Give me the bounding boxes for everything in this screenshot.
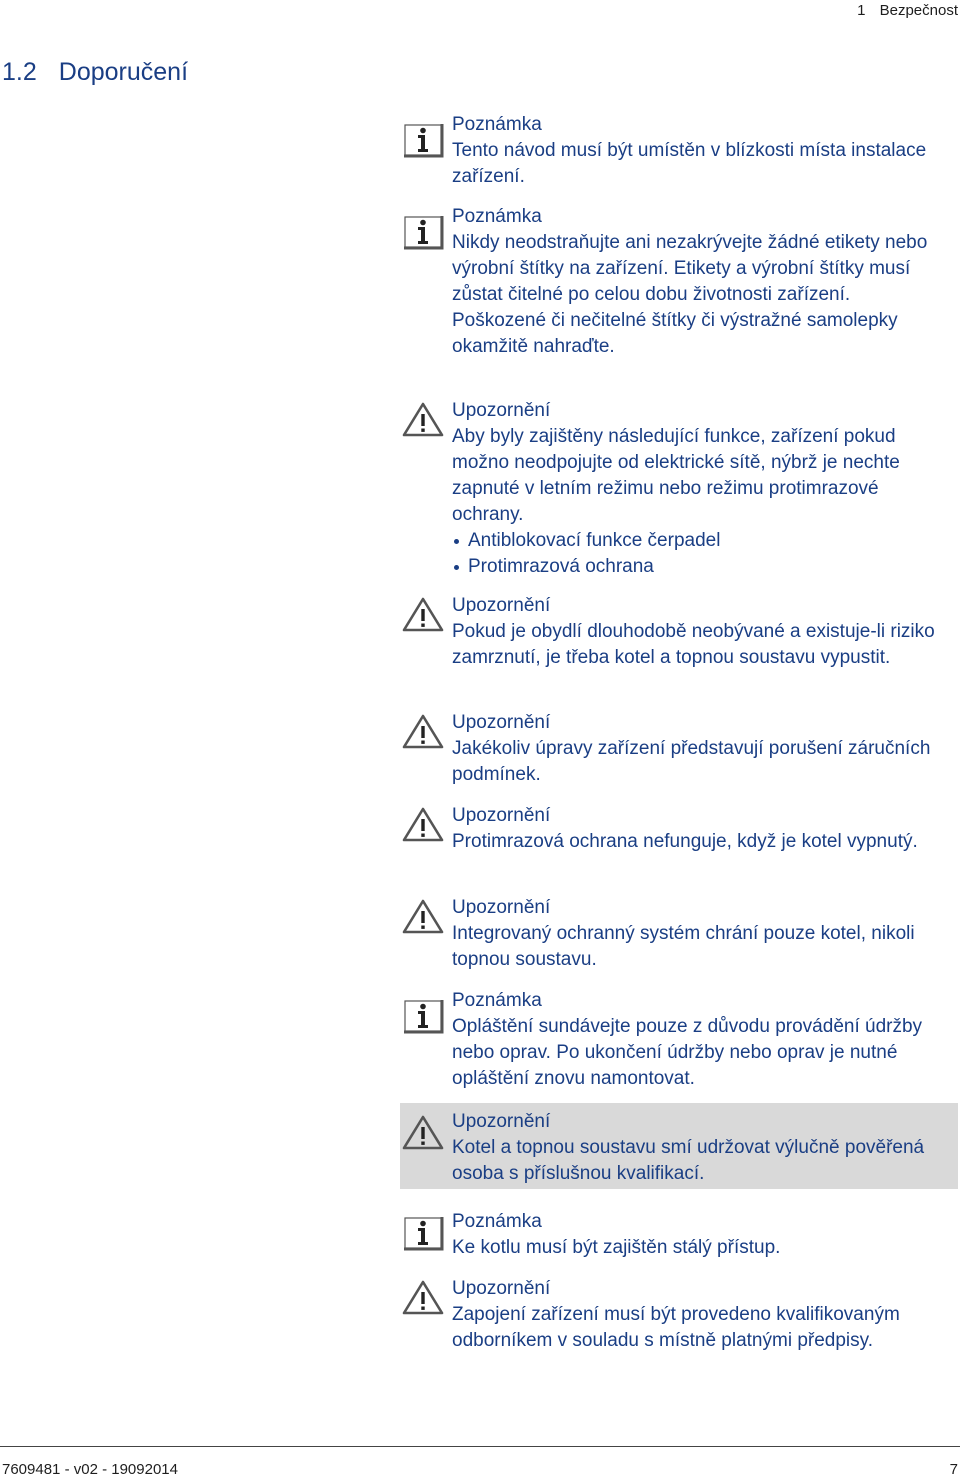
info-icon — [402, 120, 444, 158]
chapter-title: Bezpečnost — [879, 2, 958, 19]
notice-paragraph: Poškozené či nečitelné štítky či výstražné samolepky okamžitě nahraďte. — [452, 310, 898, 357]
notice-paragraph: Zapojení zařízení musí být provedeno kvalifikovaným odborníkem v souladu s místně platnými předpisy. — [452, 1304, 900, 1351]
notice-text — [452, 921, 952, 973]
notice-warning-highlighted — [400, 1103, 958, 1189]
notice-warning — [400, 398, 958, 578]
notice-label: Upozornění — [452, 805, 551, 826]
warning-triangle-icon — [402, 402, 444, 438]
notice-note — [400, 1209, 958, 1265]
notice-text — [452, 1302, 952, 1354]
notice-paragraph: Jakékoliv úpravy zařízení představují porušení záručních podmínek. — [452, 738, 931, 785]
bullet-item: Antiblokovací funkce čerpadel — [452, 528, 952, 554]
notice-warning — [400, 803, 958, 883]
warning-triangle-icon — [402, 1115, 444, 1151]
notice-label: Poznámka — [452, 1211, 542, 1232]
notice-paragraph: Kotel a topnou soustavu smí udržovat výlučně pověřená osoba s příslušnou kvalifikací. — [452, 1137, 925, 1184]
info-icon — [402, 1213, 444, 1251]
notice-warning — [400, 1276, 958, 1356]
info-icon — [402, 996, 444, 1034]
notice-label: Poznámka — [452, 206, 542, 227]
section-title — [2, 58, 188, 87]
notice-text — [452, 1014, 952, 1092]
notice-paragraph: Protimrazová ochrana nefunguje, když je kotel vypnutý. — [452, 831, 918, 852]
notice-text — [452, 1235, 952, 1261]
notice-note — [400, 988, 958, 1094]
notice-text — [452, 829, 952, 855]
notice-warning — [400, 710, 958, 790]
warning-triangle-icon — [402, 714, 444, 750]
notice-label: Poznámka — [452, 990, 542, 1011]
notice-warning — [400, 895, 958, 975]
notice-paragraph: Nikdy neodstraňujte ani nezakrývejte žádné etikety nebo výrobní štítky na zařízení. Etikety a výrobní štítky musí zůstat čitelné po celou dobu životnosti zařízení. — [452, 232, 928, 305]
warning-triangle-icon — [402, 807, 444, 843]
notice-label: Upozornění — [452, 897, 551, 918]
notice-paragraph: Ke kotlu musí být zajištěn stálý přístup. — [452, 1237, 781, 1258]
footer-doc-code: 7609481 - v02 - 19092014 — [2, 1461, 178, 1478]
notice-paragraph: Opláštění sundávejte pouze z důvodu provádění údržby nebo oprav. Po ukončení údržby nebo oprav je nutné opláštění znovu namontovat. — [452, 1016, 923, 1089]
notice-paragraph: Pokud je obydlí dlouhodobě neobývané a existuje-li riziko zamrznutí, je třeba kotel a topnou soustavu vypustit. — [452, 621, 935, 668]
notice-note — [400, 112, 958, 192]
bullet-list — [452, 528, 952, 580]
running-header — [847, 2, 958, 19]
chapter-number: 1 — [857, 2, 866, 19]
footer-divider — [0, 1446, 960, 1447]
warning-triangle-icon — [402, 899, 444, 935]
notice-label: Upozornění — [452, 595, 551, 616]
notice-text — [452, 138, 952, 190]
warning-triangle-icon — [402, 1280, 444, 1316]
notice-label: Upozornění — [452, 712, 551, 733]
notice-label: Upozornění — [452, 1111, 551, 1132]
notice-text — [452, 619, 952, 671]
notice-text — [452, 424, 952, 580]
notice-note — [400, 204, 958, 384]
bullet-item: Protimrazová ochrana — [452, 554, 952, 580]
notice-paragraph: Tento návod musí být umístěn v blízkosti místa instalace zařízení. — [452, 140, 927, 187]
notice-label: Upozornění — [452, 400, 551, 421]
notice-label: Poznámka — [452, 114, 542, 135]
section-number: 1.2 — [2, 58, 37, 86]
footer-page-number: 7 — [949, 1461, 958, 1478]
section-title-text: Doporučení — [58, 58, 189, 86]
notice-text — [452, 230, 952, 360]
notice-text — [452, 1135, 952, 1187]
notice-paragraph: Integrovaný ochranný systém chrání pouze kotel, nikoli topnou soustavu. — [452, 923, 915, 970]
notice-warning — [400, 593, 958, 699]
notice-label: Upozornění — [452, 1278, 551, 1299]
notice-text — [452, 736, 952, 788]
warning-triangle-icon — [402, 597, 444, 633]
info-icon — [402, 212, 444, 250]
notice-paragraph: Aby byly zajištěny následující funkce, zařízení pokud možno neodpojujte od elektrické sítě, nýbrž je nechte zapnuté v letním režimu nebo režimu protimrazové ochrany. — [452, 426, 900, 525]
